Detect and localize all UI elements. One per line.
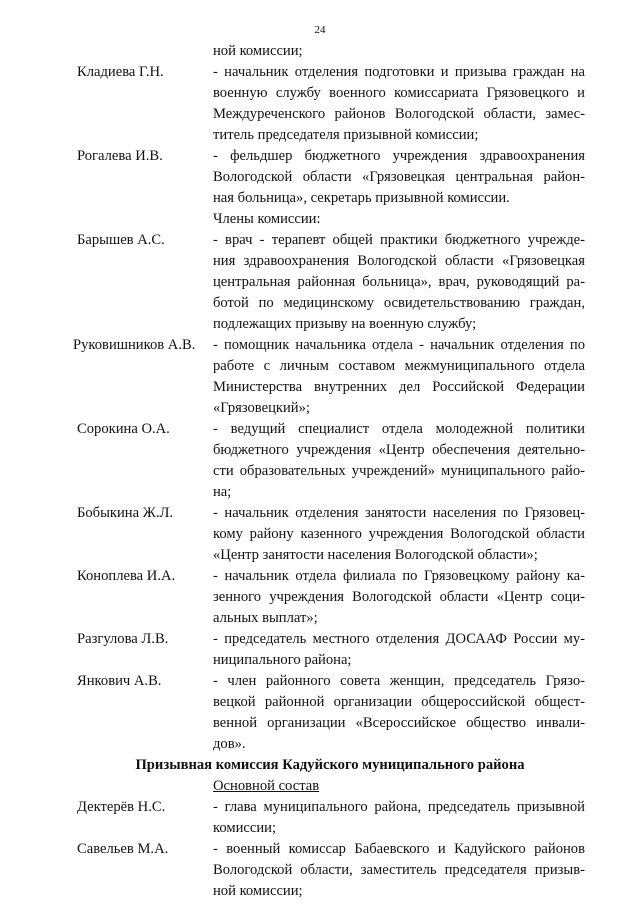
member-entry — [0, 566, 640, 629]
member-role-text: Вологодской области, заместитель председателя призыв- — [213, 862, 585, 878]
text-line — [0, 461, 640, 482]
text-line — [0, 503, 640, 524]
member-role-text: «Грязовецкий»; — [213, 400, 310, 416]
member-role-text: - начальник отдела филиала по Грязовецкому району ка- — [213, 568, 585, 584]
member-role-text: Междуреченского районов Вологодской области, замес- — [213, 106, 585, 122]
text-line — [0, 797, 640, 818]
text-line — [0, 251, 640, 272]
member-entry — [0, 41, 640, 62]
member-role-text: альных выплат»; — [213, 610, 318, 626]
member-name: Рогалева И.В. — [77, 148, 163, 164]
section-subheading-text: Основной состав — [213, 778, 320, 794]
member-entry — [0, 209, 640, 230]
member-role-text: - врач - терапевт общей практики бюджетного учрежде- — [213, 232, 585, 248]
text-line — [0, 692, 640, 713]
member-role-text: сти образовательных учреждений» муниципального райо- — [213, 463, 585, 479]
text-line — [0, 440, 640, 461]
member-name: Савельев М.А. — [77, 841, 169, 857]
member-name: Янкович А.В. — [77, 673, 162, 689]
member-name: Руковишников А.В. — [73, 337, 196, 353]
member-role-text: - председатель местного отделения ДОСААФ России му- — [213, 631, 585, 647]
member-role-text: ботой по медицинскому освидетельствованию граждан, — [213, 295, 585, 311]
member-role-text: «Центр занятости населения Вологодской области»; — [213, 547, 538, 563]
member-entry — [0, 797, 640, 839]
text-line — [0, 608, 640, 629]
member-role-text: дов». — [213, 736, 246, 752]
text-line — [0, 146, 640, 167]
text-line — [0, 629, 640, 650]
member-entry — [0, 146, 640, 209]
member-entry — [0, 419, 640, 503]
member-role-text: зенного учреждения Вологодской области «Центр соци- — [213, 589, 585, 605]
text-line — [0, 272, 640, 293]
member-entry — [0, 671, 640, 755]
text-line — [0, 125, 640, 146]
member-role-text: бюджетного учреждения «Центр обеспечения деятельно- — [213, 442, 585, 458]
member-role-text: - глава муниципального района, председатель призывной — [213, 799, 585, 815]
text-line — [0, 587, 640, 608]
text-line — [0, 482, 640, 503]
member-name: Дектерёв Н.С. — [77, 799, 166, 815]
text-line — [0, 335, 640, 356]
member-role-text: ния здравоохранения Вологодской области «Грязовецкая — [213, 253, 585, 269]
member-name: Кладиева Г.Н. — [77, 64, 164, 80]
text-line — [0, 167, 640, 188]
text-line — [0, 293, 640, 314]
member-role-text: ниципального района; — [213, 652, 352, 668]
member-role-text: подлежащих призыву на военную службу; — [213, 316, 477, 332]
text-line — [0, 41, 640, 62]
text-line — [0, 398, 640, 419]
member-entry — [0, 629, 640, 671]
member-name: Коноплева И.А. — [77, 568, 176, 584]
member-role-text: - начальник отделения подготовки и призыва граждан на — [213, 64, 585, 80]
member-name: Бобыкина Ж.Л. — [77, 505, 174, 521]
member-role-text: комиссии; — [213, 820, 277, 836]
text-line — [0, 188, 640, 209]
member-role-text: ная больница», секретарь призывной комиссии. — [213, 190, 510, 206]
text-line — [0, 881, 640, 902]
text-line — [0, 734, 640, 755]
member-role-text: работе с личным составом межмуниципального отдела — [213, 358, 585, 374]
text-line — [0, 62, 640, 83]
member-entry — [0, 839, 640, 902]
member-role-text: ной комиссии; — [213, 883, 303, 899]
member-role-text: - военный комиссар Бабаевского и Кадуйского районов — [213, 841, 585, 857]
section-heading: Призывная комиссия Кадуйского муниципального района — [135, 757, 525, 773]
member-role-text: центральная районная больница», врач, руководящий ра- — [213, 274, 585, 290]
text-line — [0, 818, 640, 839]
section-members-list — [0, 797, 640, 902]
text-line — [0, 314, 640, 335]
member-name: Сорокина О.А. — [77, 421, 170, 437]
member-role-text: военную службу военного комиссариата Грязовецкого и — [213, 85, 585, 101]
text-line — [0, 104, 640, 125]
member-role-text: Вологодской области «Грязовецкая центральная район- — [213, 169, 585, 185]
text-line — [0, 419, 640, 440]
member-entry — [0, 62, 640, 146]
member-role-text: кому району казенного учреждения Вологодской области — [213, 526, 585, 542]
text-line — [0, 713, 640, 734]
text-line — [0, 671, 640, 692]
member-role-text: на; — [213, 484, 232, 500]
member-role-text: - начальник отделения занятости населения по Грязовец- — [213, 505, 585, 521]
member-entry — [0, 335, 640, 419]
text-line — [0, 83, 640, 104]
text-line — [0, 545, 640, 566]
member-role-text: венной организации «Всероссийское общество инвали- — [213, 715, 585, 731]
member-role-text: вецкой районной организации общероссийской общест- — [213, 694, 585, 710]
member-role-text: - член районного совета женщин, председатель Грязо- — [213, 673, 585, 689]
text-line — [0, 377, 640, 398]
member-role-text: ной комиссии; — [213, 43, 303, 59]
section-subheading — [0, 776, 640, 797]
text-line — [0, 356, 640, 377]
member-role-text: Члены комиссии: — [213, 211, 321, 227]
text-line — [0, 566, 640, 587]
text-line — [0, 839, 640, 860]
member-role-text: титель председателя призывной комиссии; — [213, 127, 479, 143]
text-line — [0, 209, 640, 230]
text-line — [0, 860, 640, 881]
commission-members-list — [0, 41, 640, 755]
member-role-text: - помощник начальника отдела - начальник отделения по — [213, 337, 585, 353]
page-number: 24 — [314, 24, 326, 36]
member-entry — [0, 230, 640, 335]
text-line — [0, 230, 640, 251]
member-role-text: Министерства внутренних дел Российской Федерации — [213, 379, 585, 395]
member-name: Барышев А.С. — [77, 232, 165, 248]
member-role-text: - фельдшер бюджетного учреждения здравоохранения — [213, 148, 585, 164]
text-line — [0, 524, 640, 545]
member-entry — [0, 503, 640, 566]
text-line — [0, 650, 640, 671]
document-content — [0, 41, 640, 902]
member-role-text: - ведущий специалист отдела молодежной политики — [213, 421, 585, 437]
member-name: Разгулова Л.В. — [77, 631, 169, 647]
